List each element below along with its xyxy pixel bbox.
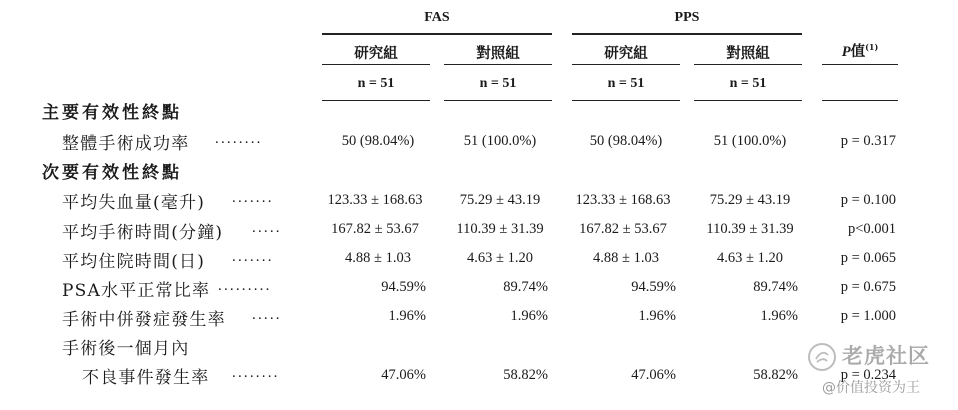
cell-value: 4.63 ± 1.20 xyxy=(717,250,783,266)
column-header-pps-control: 對照組 xyxy=(726,45,770,62)
cell-value: 110.39 ± 31.39 xyxy=(706,221,794,237)
cell-value: 89.74% xyxy=(753,279,798,295)
cell-value: 47.06% xyxy=(631,367,676,383)
p-value: p = 0.065 xyxy=(840,250,896,266)
row-label: 手術中併發症發生率 xyxy=(62,310,226,330)
p-value: p = 0.675 xyxy=(840,279,896,295)
p-value: p = 0.234 xyxy=(840,367,896,383)
group-header-fas: FAS xyxy=(424,10,450,25)
leader-dots: ........ xyxy=(232,365,280,381)
cell-value: 1.96% xyxy=(388,308,426,324)
p-value: p = 0.317 xyxy=(840,133,896,149)
column-header-fas-study: 研究組 xyxy=(354,45,398,62)
row-label: 平均住院時間(日) xyxy=(62,252,206,272)
p-value: p<0.001 xyxy=(847,221,896,237)
leader-dots: ....... xyxy=(232,249,274,265)
column-rule-pps-study xyxy=(572,64,680,65)
row-label: 平均失血量(毫升) xyxy=(62,193,206,213)
cell-value: 47.06% xyxy=(381,367,426,383)
n-rule-pps-study xyxy=(572,100,680,101)
cell-value: 58.82% xyxy=(753,367,798,383)
leader-dots: ........ xyxy=(215,131,263,147)
cell-value: 167.82 ± 53.67 xyxy=(331,221,419,237)
cell-value: 75.29 ± 43.19 xyxy=(709,192,791,208)
row-label: 整體手術成功率 xyxy=(62,134,190,154)
n-value: n = 51 xyxy=(357,76,395,91)
row-label-continued: 不良事件發生率 xyxy=(82,368,210,388)
leader-dots: ......... xyxy=(218,278,272,294)
group-rule-pps xyxy=(572,33,802,35)
column-rule-fas-control xyxy=(444,64,552,65)
column-header-fas-control: 對照組 xyxy=(476,45,520,62)
group-header-pps: PPS xyxy=(674,10,700,25)
row-label: 手術後一個月內 xyxy=(62,339,190,359)
p-value: p = 1.000 xyxy=(840,308,896,324)
group-rule-fas xyxy=(322,33,552,35)
cell-value: 58.82% xyxy=(503,367,548,383)
n-rule-pps-control xyxy=(694,100,802,101)
n-value: n = 51 xyxy=(729,76,767,91)
cell-value: 94.59% xyxy=(631,279,676,295)
leader-dots: ....... xyxy=(232,190,274,206)
n-value: n = 51 xyxy=(479,76,517,91)
n-rule-fas-study xyxy=(322,100,430,101)
watermark-brand: 老虎社区 xyxy=(842,344,930,368)
tiger-logo-glyph xyxy=(810,345,834,369)
p-value: p = 0.100 xyxy=(840,192,896,208)
section-primary-endpoints: 主要有效性終點 xyxy=(42,103,182,123)
cell-value: 167.82 ± 53.67 xyxy=(579,221,667,237)
cell-value: 4.88 ± 1.03 xyxy=(593,250,659,266)
cell-value: 89.74% xyxy=(503,279,548,295)
section-secondary-endpoints: 次要有效性終點 xyxy=(42,163,182,183)
watermark-handle: @价值投资为王 xyxy=(822,380,920,396)
cell-value: 51 (100.0%) xyxy=(463,133,537,149)
cell-value: 4.63 ± 1.20 xyxy=(467,250,533,266)
leader-dots: ..... xyxy=(252,307,282,323)
cell-value: 51 (100.0%) xyxy=(713,133,787,149)
pvalue-header xyxy=(822,40,898,61)
cell-value: 123.33 ± 168.63 xyxy=(575,192,671,208)
cell-value: 1.96% xyxy=(760,308,798,324)
n-rule-pvalue xyxy=(822,100,898,101)
tiger-logo-icon xyxy=(808,343,836,371)
n-value: n = 51 xyxy=(607,76,645,91)
pvalue-header-italic: P xyxy=(841,44,851,60)
pvalue-header-suffix: 值 xyxy=(850,43,866,60)
column-header-pps-study: 研究組 xyxy=(604,45,648,62)
leader-dots: ..... xyxy=(252,220,282,236)
cell-value: 50 (98.04%) xyxy=(589,133,663,149)
cell-value: 123.33 ± 168.63 xyxy=(327,192,423,208)
cell-value: 1.96% xyxy=(510,308,548,324)
cell-value: 75.29 ± 43.19 xyxy=(459,192,541,208)
column-rule-pvalue xyxy=(822,64,898,65)
pvalue-header-footnote: (1) xyxy=(865,42,879,53)
n-rule-fas-control xyxy=(444,100,552,101)
cell-value: 1.96% xyxy=(638,308,676,324)
row-label: PSA水平正常比率 xyxy=(62,281,211,301)
cell-value: 4.88 ± 1.03 xyxy=(345,250,411,266)
cell-value: 110.39 ± 31.39 xyxy=(456,221,544,237)
column-rule-fas-study xyxy=(322,64,430,65)
cell-value: 94.59% xyxy=(381,279,426,295)
row-label: 平均手術時間(分鐘) xyxy=(62,223,224,243)
column-rule-pps-control xyxy=(694,64,802,65)
cell-value: 50 (98.04%) xyxy=(341,133,415,149)
